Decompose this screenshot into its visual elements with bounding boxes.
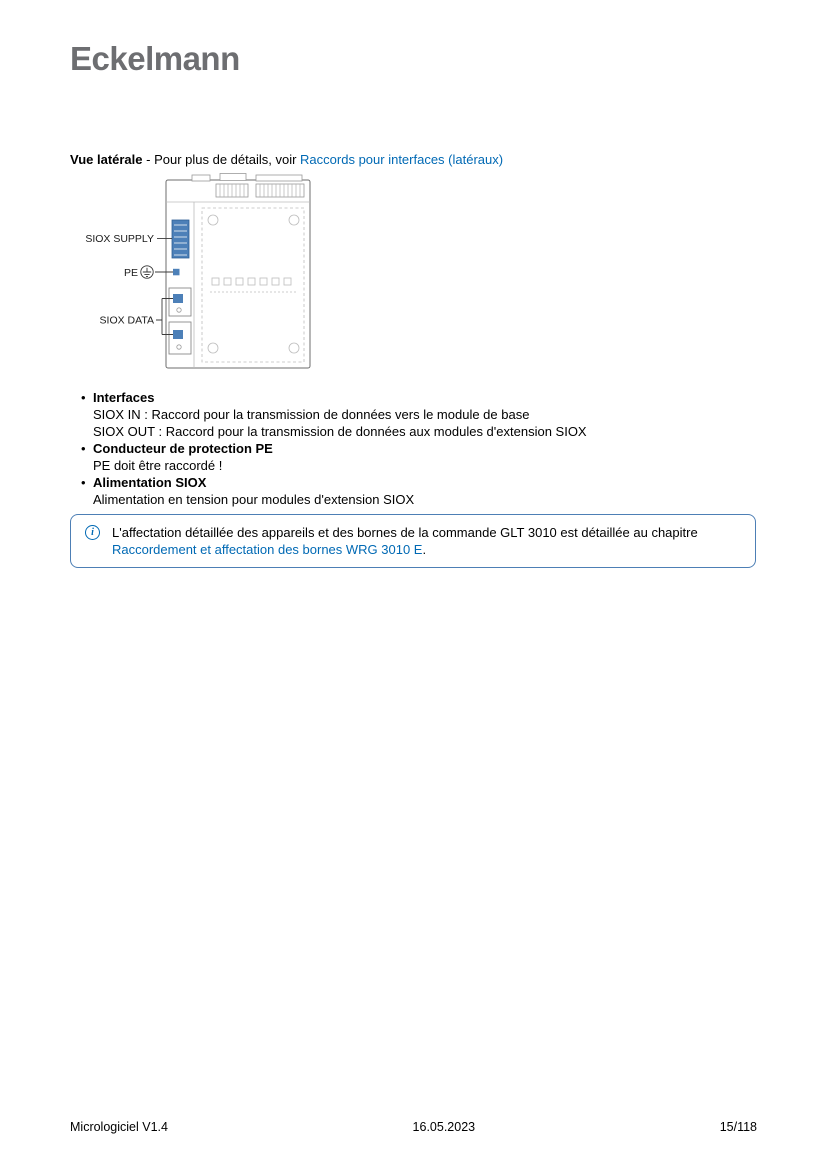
bullet-line: Alimentation en tension pour modules d'extension SIOX	[93, 492, 415, 507]
info-note	[70, 514, 756, 568]
label-siox-data: SIOX DATA	[99, 314, 154, 327]
intro-separator: - Pour plus de détails, voir	[142, 152, 301, 167]
siox-supply-connector	[172, 220, 189, 258]
label-siox-supply: SIOX SUPPLY	[85, 233, 154, 245]
bullet-title: • Interfaces	[93, 390, 155, 405]
side-view-diagram	[70, 172, 320, 372]
pe-terminal	[173, 269, 180, 276]
intro-title: Vue latérale	[70, 152, 143, 167]
note-body: L'affectation détaillée des appareils et des bornes de la commande GLT 3010 est détaillée au chapitre	[112, 525, 698, 540]
bullet-line: PE doit être raccordé !	[93, 458, 223, 473]
list-item-interfaces	[80, 389, 760, 440]
interfaces-link[interactable]: Raccords pour interfaces (latéraux)	[300, 152, 504, 167]
note-text	[112, 524, 739, 558]
footer-page-number: 15/118	[719, 1120, 757, 1134]
page-footer	[70, 1120, 757, 1134]
company-logo: Eckelmann	[70, 40, 240, 77]
intro-line	[70, 151, 503, 168]
info-icon	[85, 525, 100, 540]
label-pe: PE	[123, 266, 138, 279]
note-chapter-link[interactable]: Raccordement et affectation des bornes WRG 3010 E	[112, 542, 423, 557]
device-side-view	[70, 172, 320, 372]
list-item-alimentation	[80, 474, 760, 508]
pe-ground-icon	[141, 266, 153, 278]
bullet-line: SIOX OUT : Raccord pour la transmission de données aux modules d'extension SIOX	[93, 424, 587, 439]
list-item-pe	[80, 440, 760, 474]
footer-version: Micrologiciel V1.4	[70, 1120, 168, 1134]
feature-list	[80, 389, 760, 508]
terminal-pin-stripes	[220, 184, 300, 197]
note-suffix: .	[422, 542, 427, 557]
bullet-title: • Alimentation SIOX	[93, 475, 207, 490]
bullet-line: SIOX IN : Raccord pour la transmission de données vers le module de base	[93, 407, 530, 422]
diagram-labels	[85, 233, 154, 327]
footer-date: 16.05.2023	[412, 1120, 476, 1134]
bullet-title: • Conducteur de protection PE	[93, 441, 273, 456]
